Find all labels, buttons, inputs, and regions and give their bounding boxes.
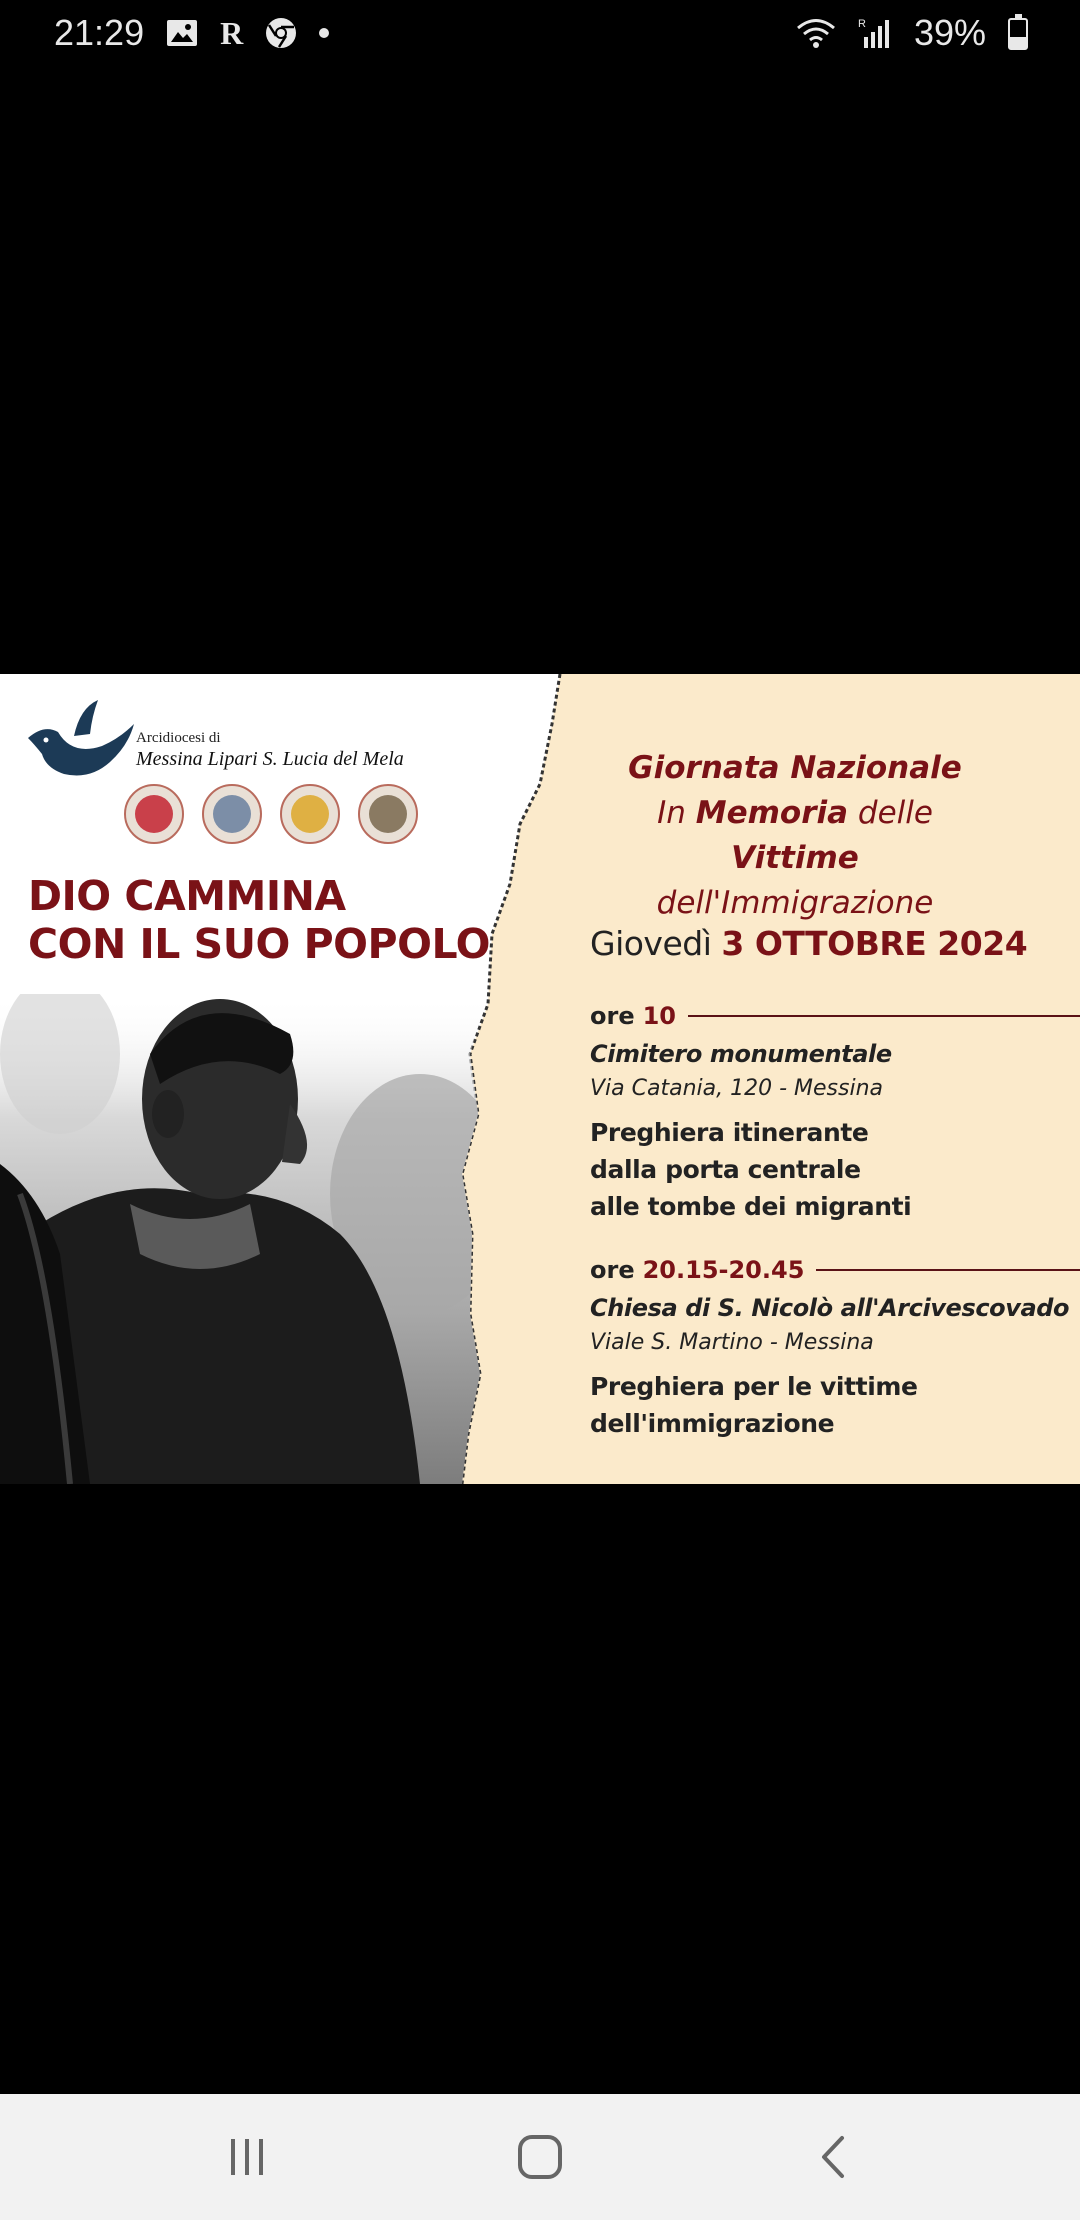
date-prefix: Giovedì	[590, 924, 722, 963]
poster-right-panel	[590, 674, 1080, 1484]
event-1-venue: Cimitero monumentale	[590, 1040, 892, 1068]
time-label: ore	[590, 1256, 635, 1284]
title-line3-a: Vittime	[731, 840, 859, 876]
desc-line: Preghiera per le vittime	[590, 1372, 918, 1401]
seal-emblem-icon	[280, 784, 340, 844]
r-app-icon: R	[220, 14, 244, 51]
event-poster-image[interactable]	[0, 674, 1080, 1484]
poster-left-panel	[0, 674, 600, 1484]
event-2-time	[590, 1256, 1080, 1284]
title-line2-b: Memoria	[695, 795, 849, 831]
back-icon	[818, 2135, 848, 2179]
title-line3-b: dell'Immigrazione	[656, 885, 934, 921]
desc-line: Preghiera itinerante	[590, 1118, 869, 1147]
wifi-icon	[796, 17, 836, 49]
time-value: 10	[642, 1002, 677, 1030]
svg-text:R: R	[857, 18, 866, 30]
recent-apps-button[interactable]	[197, 2117, 297, 2197]
home-button[interactable]	[490, 2117, 590, 2197]
divider	[816, 1269, 1080, 1271]
title-line2-c: delle	[848, 795, 933, 831]
event-1-description	[590, 1114, 911, 1225]
desc-line: alle tombe dei migranti	[590, 1192, 912, 1221]
dot-icon	[319, 28, 329, 38]
image-icon	[166, 19, 198, 47]
time-label: ore	[590, 1002, 635, 1030]
status-bar	[0, 0, 1080, 66]
battery-icon	[1008, 18, 1028, 50]
battery-percent: 39%	[913, 12, 986, 53]
recent-apps-icon	[225, 2137, 269, 2177]
archdiocese-logo	[24, 696, 484, 786]
event-2-venue: Chiesa di S. Nicolò all'Arcivescovado	[590, 1294, 1070, 1322]
slogan-line1: DIO CAMMINA	[28, 872, 346, 920]
event-date	[590, 924, 1027, 963]
desc-line: dalla porta centrale	[590, 1155, 861, 1184]
logo-line1: Arcidiocesi di	[136, 730, 221, 746]
seal-emblem-icon	[358, 784, 418, 844]
title-line1: Giornata Nazionale	[628, 750, 962, 786]
event-title	[590, 746, 1000, 926]
event-2-description	[590, 1368, 918, 1442]
event-2-address: Viale S. Martino - Messina	[590, 1330, 874, 1355]
back-button[interactable]	[783, 2117, 883, 2197]
chrome-icon	[265, 17, 297, 49]
home-icon	[517, 2134, 563, 2180]
migrant-photo	[0, 994, 600, 1484]
time-value: 20.15-20.45	[642, 1256, 805, 1284]
status-bar-right	[796, 12, 1028, 54]
navigation-bar	[0, 2094, 1080, 2220]
battery-level	[1010, 37, 1026, 48]
seals-row	[124, 784, 418, 844]
seal-emblem-icon	[202, 784, 262, 844]
seal-emblem-icon	[124, 784, 184, 844]
desc-line: dell'immigrazione	[590, 1409, 835, 1438]
divider	[688, 1015, 1080, 1017]
dove-icon	[24, 696, 144, 786]
slogan-line2: CON IL SUO POPOLO	[28, 920, 490, 968]
title-line2-a: In	[657, 795, 696, 831]
event-1-address: Via Catania, 120 - Messina	[590, 1076, 884, 1101]
event-1-time	[590, 1002, 1080, 1030]
signal-icon	[858, 17, 892, 49]
date-value: 3 OTTOBRE 2024	[721, 924, 1028, 963]
logo-diocese-names: Messina Lipari S. Lucia del Mela	[136, 748, 404, 770]
status-bar-left	[54, 12, 329, 54]
poster-slogan	[28, 872, 490, 968]
clock: 21:29	[54, 12, 145, 53]
